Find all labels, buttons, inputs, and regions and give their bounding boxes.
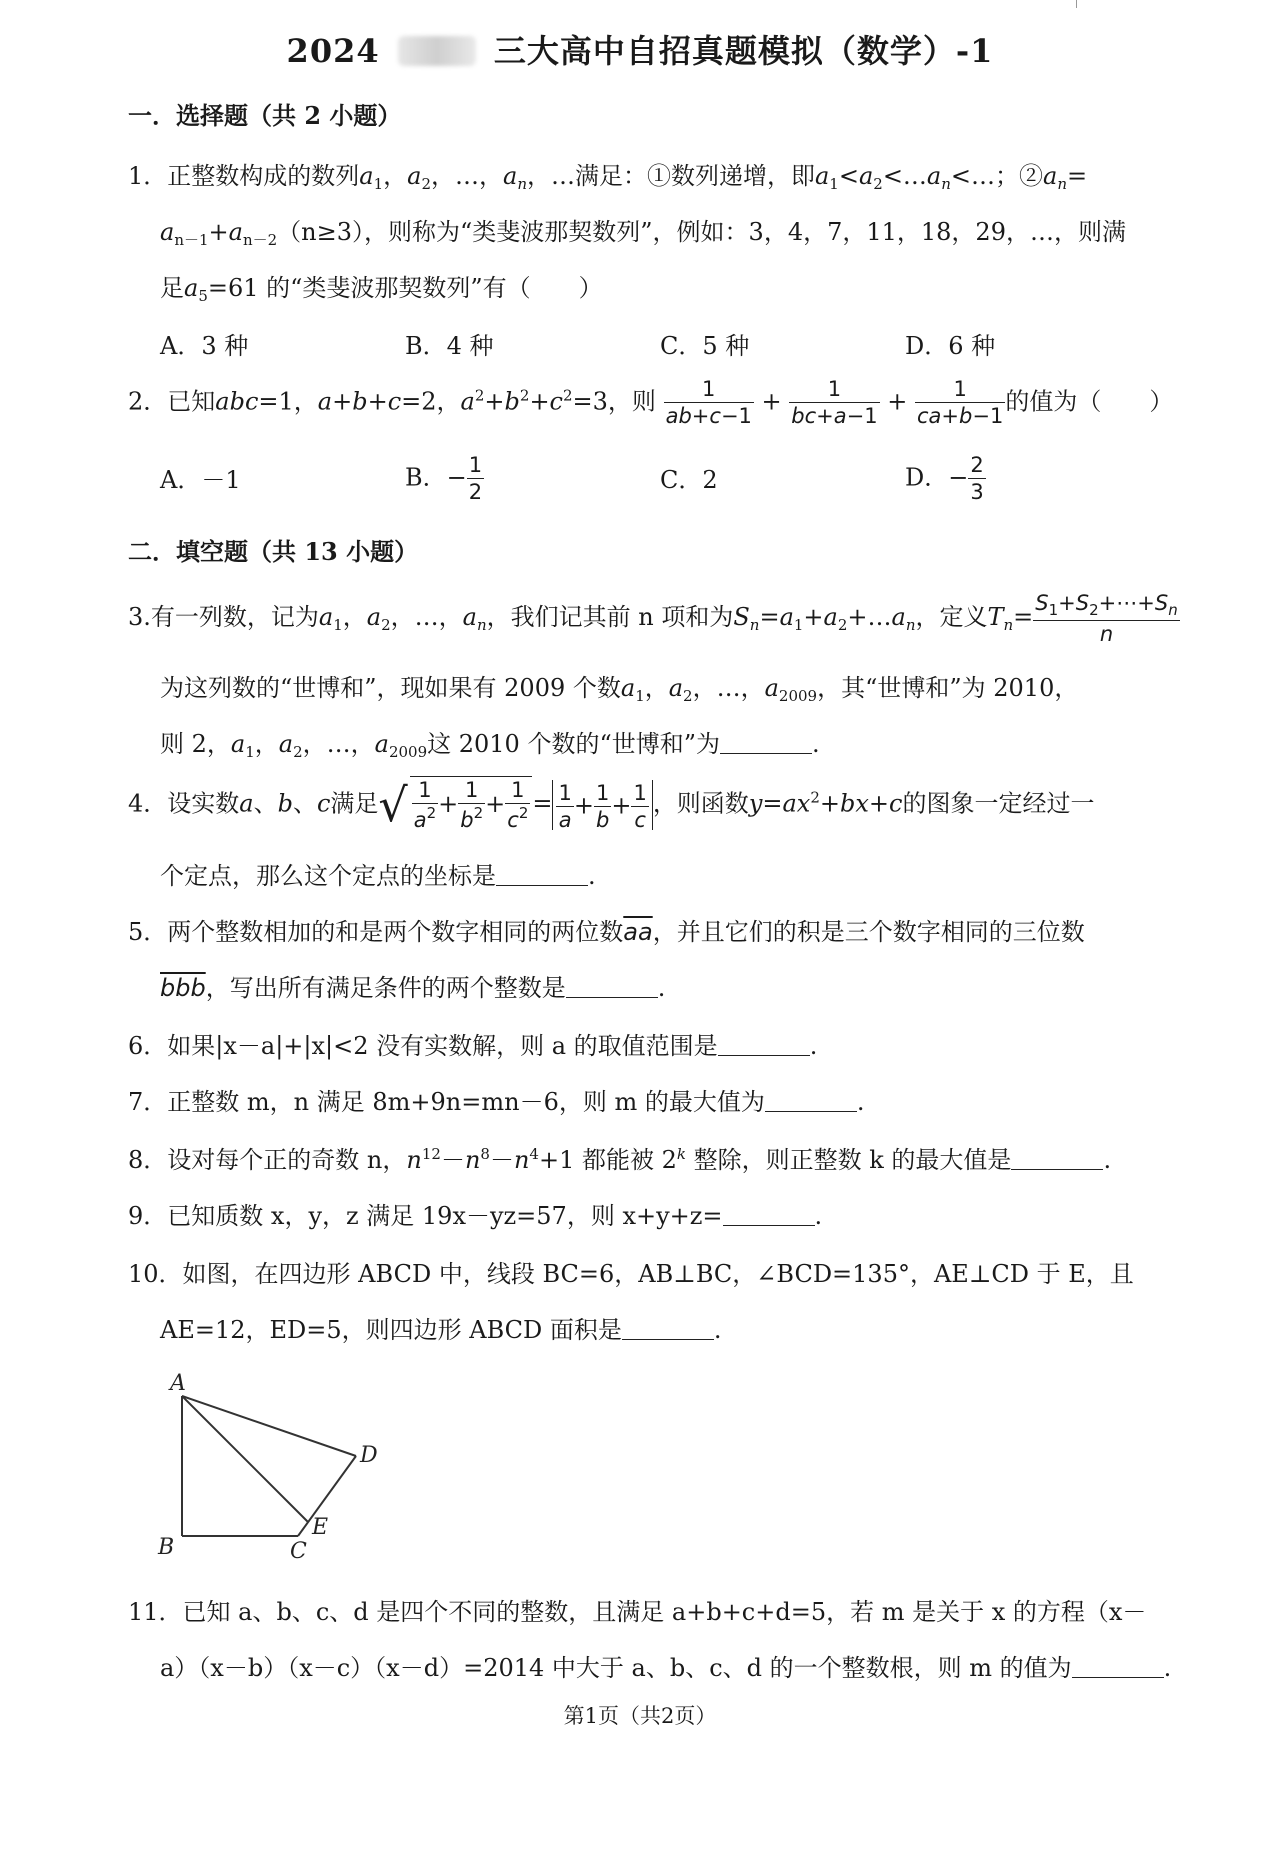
q1-option-c: C．5 种 <box>660 332 750 360</box>
q10-line1: 10．如图，在四边形 ABCD 中，线段 BC=6，AB⊥BC，∠BCD=135°，AE⊥CD 于 E，且 <box>128 1260 1134 1288</box>
q1-line2: $a_{n-1}+a_{n-2}(n\ge 3)$，则称为“类斐波那契数列”，例如：3，4，7，11，18，29，…，则满 <box>160 218 1126 249</box>
title-year: 2024 <box>286 32 380 70</box>
q2-option-a: A．－1 <box>160 466 241 494</box>
q2-option-c: C．2 <box>660 466 718 494</box>
q8-line: 8．设对每个正的奇数 n，$n^{12}-n^8-n^4+1$ 都能被 2$^k$ 整除，则正整数 k 的最大值是 . <box>128 1145 1112 1174</box>
q1-line3: 足$a_5=61$ 的“类斐波那契数列”有（ ） <box>160 274 603 305</box>
label-c: C <box>290 1539 307 1560</box>
q1-option-a: A．3 种 <box>160 332 249 360</box>
segment-ad <box>182 1396 356 1456</box>
q11-line2: a）（x－b）（x－c）（x－d）=2014 中大于 a、b、c、d 的一个整数根，则 m 的值为 . <box>160 1654 1172 1682</box>
section-choice: 一．选择题（共 2 小题） <box>128 101 402 130</box>
q9-answer-blank <box>723 1205 815 1226</box>
q6-line: 6．如果|x－a|+|x|<2 没有实数解，则 a 的取值范围是 . <box>128 1032 818 1060</box>
q11-line1: 11．已知 a、b、c、d 是四个不同的整数，且满足 a+b+c+d=5，若 m 是关于 x 的方程（x－ <box>128 1598 1147 1626</box>
q4-line2: 个定点，那么这个定点的坐标是 . <box>160 862 596 890</box>
q7-line: 7．正整数 m，n 满足 8m+9n=mn－6，则 m 的最大值为 . <box>128 1088 865 1116</box>
q2-frac-1: $\frac{1}{ab+c-1}$ <box>665 377 752 429</box>
q10-figure <box>150 1360 400 1560</box>
page-title <box>0 26 1280 72</box>
q4-answer-blank <box>496 865 588 886</box>
q4-line1: 4．设实数a、b、c满足√ $\frac{1}{a^2}$ + $\frac{1}{b^2}$ + $\frac{1}{c^2}$ = $\frac{1}{a}$ + $\frac{1}{b}$ + $\frac{1}{c}$ ，则函数$y=ax^2+bx+c$的图象一定经过一 <box>128 777 1095 833</box>
q6-answer-blank <box>718 1035 810 1056</box>
q5-line2: $\overline{bbb}$，写出所有满足条件的两个整数是 . <box>160 974 666 1002</box>
q2-frac-2: $\frac{1}{bc+a-1}$ <box>791 377 878 429</box>
q2-line1: 2．已知abc=1，a+b+c=2，$a^2+b^2+c^2=3$，则 $\frac{1}{ab+c-1}$ + $\frac{1}{bc+a-1}$ + $\frac{1}{ca+b-1}$ 的值为（ ） <box>128 377 1174 429</box>
q2-option-d: D．− $\frac{2}{3}$ <box>905 453 984 505</box>
q10-answer-blank <box>622 1319 714 1340</box>
q3-line3: 则 2，$a_1$，$a_2$，…，$a_{2009}$这 2010 个数的“世博和”为 . <box>160 730 820 761</box>
q3-line2: 为这列数的“世博和”，现如果有 2009 个数$a_1$，$a_2$，…，$a_{2009}$，其“世博和”为 2010， <box>160 674 1079 705</box>
redacted-region <box>398 36 476 66</box>
q8-answer-blank <box>1011 1149 1103 1170</box>
segment-ae <box>182 1396 308 1522</box>
q10-line2: AE=12，ED=5，则四边形 ABCD 面积是 . <box>160 1316 722 1344</box>
title-text: 三大高中自招真题模拟（数学）-1 <box>493 32 994 70</box>
page-footer: 第1页（共2页） <box>563 1704 717 1728</box>
label-e: E <box>312 1515 329 1540</box>
label-a: A <box>170 1371 186 1396</box>
corner-mark <box>1076 0 1077 8</box>
q1-option-b: B．4 种 <box>405 332 494 360</box>
label-d: D <box>360 1443 378 1468</box>
q9-line: 9．已知质数 x，y，z 满足 19x－yz=57，则 x+y+z= . <box>128 1202 823 1230</box>
q7-answer-blank <box>765 1091 857 1112</box>
section-fill: 二．填空题（共 13 小题） <box>128 537 419 566</box>
q3-frac: $\frac{S_1+S_2+\cdots+S_n}{n}$ <box>1035 591 1178 646</box>
q2-frac-3: $\frac{1}{ca+b-1}$ <box>917 377 1004 429</box>
q1-option-d: D．6 种 <box>905 332 996 360</box>
q5-line1: 5．两个整数相加的和是两个数字相同的两位数$\overline{aa}$，并且它们的积是三个数字相同的三位数 <box>128 918 1085 946</box>
q3-answer-blank <box>720 733 812 754</box>
q1-line1: 1．正整数构成的数列$a_1$，$a_2$，…，$a_n$，…满足：①数列递增，即$a_1<a_2<\dots a_n<\dots$；$②a_n=$ <box>128 162 1088 193</box>
q3-line1: 3.有一列数，记为$a_1$，$a_2$，…，$a_n$，我们记其前 n 项和为$S_n=a_1+a_2+\dots a_n$，定义$T_n=$ $\frac{S_1+S_2+\cdots+S_n}{n}$ <box>128 591 1178 646</box>
q5-answer-blank <box>566 977 658 998</box>
q2-option-b: B．− $\frac{1}{2}$ <box>405 453 483 505</box>
label-b: B <box>158 1535 175 1560</box>
q11-answer-blank <box>1072 1657 1164 1678</box>
